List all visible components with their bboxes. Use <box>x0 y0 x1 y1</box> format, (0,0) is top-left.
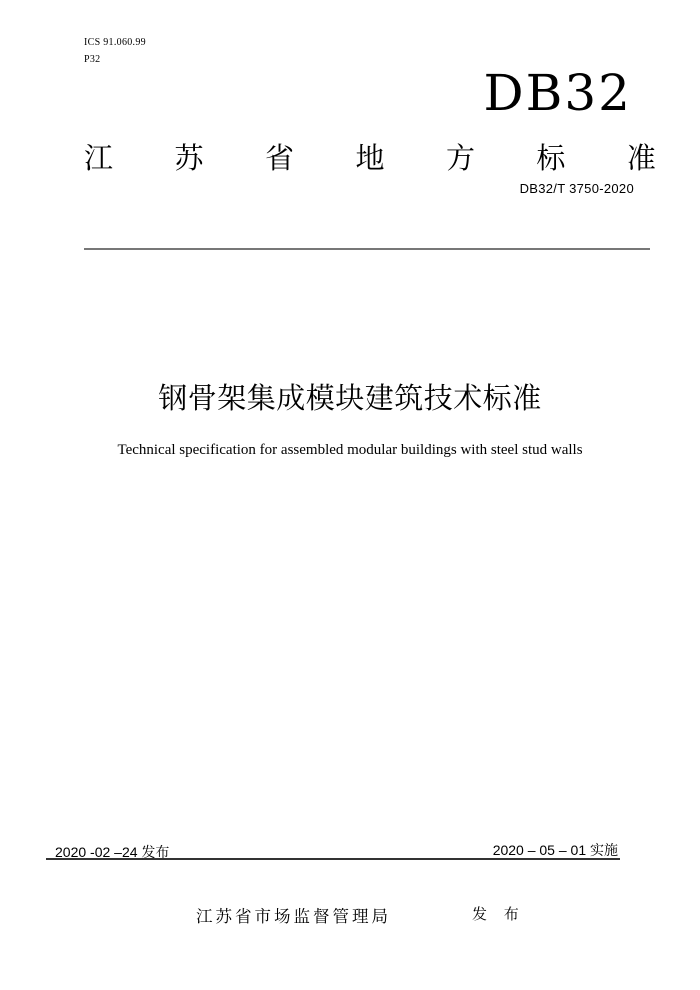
standard-type-char: 苏 <box>174 141 204 175</box>
db-logo: DB32 <box>483 64 632 122</box>
publish-label: 发 布 <box>472 905 525 923</box>
standard-number: DB32/T 3750-2020 <box>519 181 634 196</box>
standard-type-char: 准 <box>626 141 656 175</box>
standard-type-char: 方 <box>445 141 475 175</box>
publisher-name: 江苏省市场监督管理局 <box>196 907 391 926</box>
standard-type-heading <box>84 136 656 177</box>
implementation-date: 2020 – 05 – 01 实施 <box>492 842 618 858</box>
document-title-chinese: 钢骨架集成模块建筑技术标准 <box>158 381 542 415</box>
issue-date: 2020 -02 –24 发布 <box>55 844 170 860</box>
standard-type-char: 地 <box>355 141 385 175</box>
header-divider <box>84 248 650 250</box>
ics-code: ICS 91.060.99 <box>84 37 146 48</box>
standard-type-char: 省 <box>264 141 294 175</box>
standard-type-char: 标 <box>536 141 566 175</box>
ccs-code: P32 <box>84 54 101 65</box>
standard-type-char: 江 <box>84 141 114 175</box>
footer-divider <box>46 858 620 860</box>
document-title-english: Technical specification for assembled modular buildings with steel stud walls <box>117 442 583 458</box>
